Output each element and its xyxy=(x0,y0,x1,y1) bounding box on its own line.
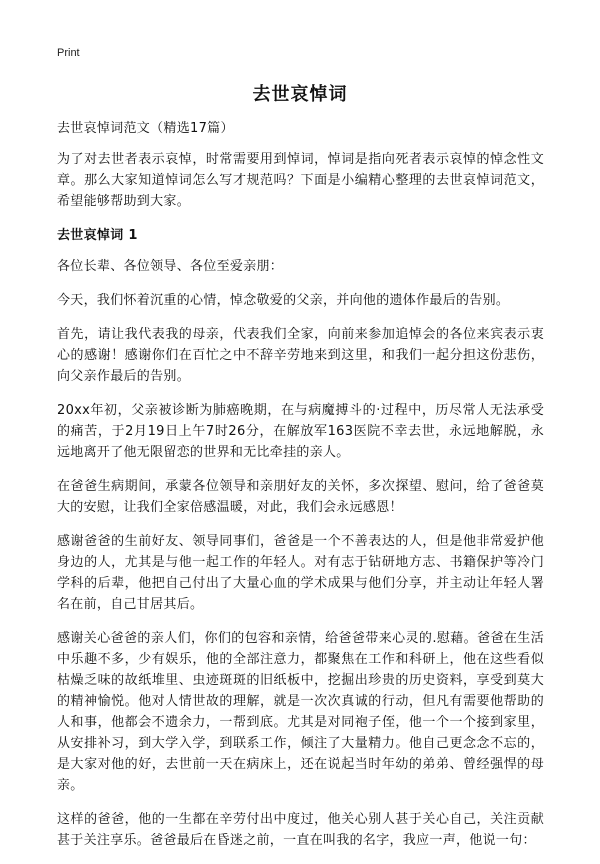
document-body xyxy=(57,118,544,864)
body-paragraph: 感谢关心爸爸的亲人们，你们的包容和亲情，给爸爸带来心灵的.慰藉。爸爸在生活中乐趣不多，少有娱乐，他的全部注意力，都聚焦在工作和科研上，他在这些看似枯燥乏味的故纸堆里、虫迹斑斑的旧纸板中，挖掘出珍贵的历史资料，享受到莫大的精神愉悦。他对人情世故的理解，就是一次次真诚的行动，但凡有需要他帮助的人和事，他都会不遗余力，一帮到底。尤其是对同袍子侄，他一个一个接到家里，从安排补习，到大学入学，到联系工作，倾注了大量精力。他自己更念念不忘的，是大家对他的好，去世前一天在病床上，还在说起当时年幼的弟弟、曾经强悍的母亲。 xyxy=(57,631,544,793)
section-heading: 去世哀悼词 1 xyxy=(57,228,138,243)
document-subtitle: 去世哀悼词范文（精选17篇） xyxy=(57,121,234,136)
intro-paragraph: 为了对去世者表示哀悼，时常需要用到悼词，悼词是指向死者表示哀悼的悼念性文章。那么大家知道悼词怎么写才规范吗？下面是小编精心整理的去世哀悼词范文，希望能够帮助到大家。 xyxy=(57,152,544,209)
body-paragraph: 在爸爸生病期间，承蒙各位领导和亲朋好友的关怀，多次探望、慰问，给了爸爸莫大的安慰，让我们全家倍感温暖，对此，我们会永远感恩！ xyxy=(57,479,544,515)
body-paragraph: 20xx年初，父亲被诊断为肺癌晚期，在与病魔搏斗的·过程中，历尽常人无法承受的痛苦，于2月19日上午7时26分，在解放军163医院不幸去世，永远地解脱，永远地离开了他无限留恋的世界和无比牵挂的亲人。 xyxy=(57,403,544,460)
body-paragraph: 首先，请让我代表我的母亲，代表我们全家，向前来参加追悼会的各位来宾表示衷心的感谢！感谢你们在百忙之中不辞辛劳地来到这里，和我们一起分担这份悲伤，向父亲作最后的告别。 xyxy=(57,327,544,384)
print-link[interactable]: Print xyxy=(57,47,80,59)
body-paragraph: 今天，我们怀着沉重的心情，悼念敬爱的父亲，并向他的遗体作最后的告别。 xyxy=(57,293,510,308)
body-paragraph: 各位长辈、各位领导、各位至爱亲朋： xyxy=(57,259,284,274)
body-paragraph: 这样的爸爸，他的一生都在辛劳付出中度过，他关心别人甚于关心自己，关注贡献甚于关注享乐。爸爸最后在昏迷之前，一直在叫我的名字，我应一声，他说一句： xyxy=(57,812,544,848)
document-title: 去世哀悼词 xyxy=(252,84,348,105)
body-paragraph: 感谢爸爸的生前好友、领导同事们，爸爸是一个不善表达的人，但是他非常爱护他身边的人，尤其是与他一起工作的年轻人。对有志于钻研地方志、书籍保护等冷门学科的后辈，他把自己付出了大量心血的学术成果与他们分享，并主动让年轻人署名在前，自己甘居其后。 xyxy=(57,534,544,612)
